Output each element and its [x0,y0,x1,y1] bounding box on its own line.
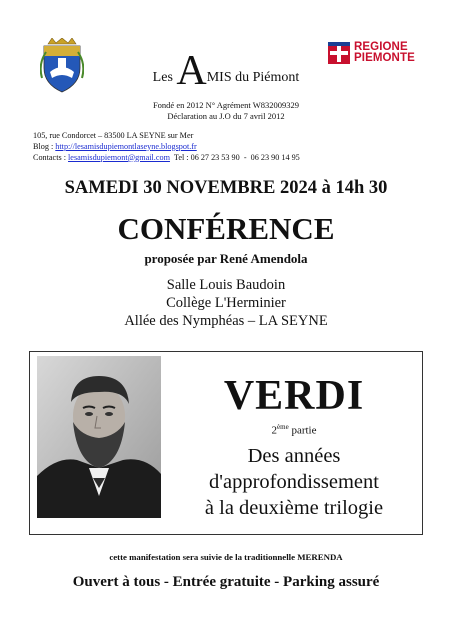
part-superscript: ème [277,423,289,431]
org-title-initial: A [176,48,207,94]
part-word: partie [288,424,317,437]
event-venue [0,276,452,330]
event-type: CONFÉRENCE [117,211,335,246]
region-line-1: REGIONE [354,41,408,53]
venue-line-3: Allée des Nymphéas – LA SEYNE [124,313,328,329]
subtitle-line-3: à la deuxième trilogie [204,497,384,519]
event-date: SAMEDI 30 NOVEMBRE 2024 à 14h 30 [64,178,388,198]
blog-label: Blog : [33,141,56,151]
phone-numbers: Tel : 06 27 23 53 90 - 06 23 90 14 95 [169,152,300,162]
access-info: Ouvert à tous - Entrée gratuite - Parking assuré [72,574,380,590]
contacts-line [33,153,300,164]
event-speaker: proposée par René Amendola [144,251,308,266]
subtitle-line-2: d'approfondissement [209,471,379,493]
region-line-2: PIEMONTE [354,52,415,64]
address-line: 105, rue Condorcet – 83500 LA SEYNE sur Mer [33,131,194,140]
topic-subtitle [164,443,424,521]
declaration-line: Déclaration au J.O du 7 avril 2012 [167,111,285,121]
org-title-pre: Les [152,70,177,85]
verdi-portrait-photo [37,356,161,518]
founding-line: Fondé en 2012 N° Agrément W832009329 [152,100,300,110]
merenda-note: cette manifestation sera suivie de la traditionnelle MERENDA [109,552,343,562]
contact-block [33,131,300,163]
subtitle-line-1: Des années [247,445,341,467]
blog-link[interactable]: http://lesamisdupiemontlaseyne.blogspot.fr [55,141,197,151]
topic-title: VERDI [223,373,365,419]
email-link[interactable]: lesamisdupiemont@gmail.com [68,152,170,162]
contacts-label: Contacts : [33,152,69,162]
founding-info [0,100,452,122]
org-title-rest: MIS du Piémont [206,70,300,85]
topic-part [164,423,424,437]
venue-line-2: Collège L'Herminier [166,295,286,311]
part-number: 2 [271,424,278,437]
blog-line [33,142,300,153]
organization-title [0,50,452,92]
venue-line-1: Salle Louis Baudoin [166,277,286,293]
